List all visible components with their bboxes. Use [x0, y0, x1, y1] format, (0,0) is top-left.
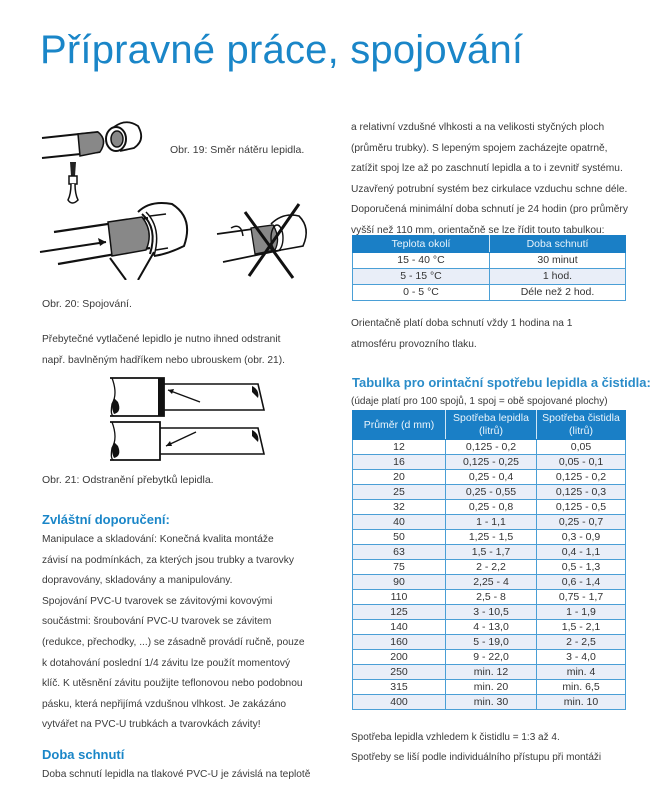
excess-glue-paragraph: Přebytečné vytlačené lepidlo je nutno ihned odstranit např. bavlněným hadříkem nebo ubrouskem (obr. 21). — [42, 334, 285, 366]
consumption-table-subheading: (údaje platí pro 100 spojů, 1 spoj = obě spojované plochy) — [351, 396, 608, 407]
table-row: 140 4 - 13,0 1,5 - 2,1 — [353, 620, 626, 635]
consumption-table — [352, 410, 626, 710]
table-row: 110 2,5 - 8 0,75 - 1,7 — [353, 590, 626, 605]
ratio-note: Spotřeba lepidla vzhledem k čistidlu = 1:3 až 4. — [351, 732, 560, 743]
table-row: 16 0,125 - 0,25 0,05 - 0,1 — [353, 455, 626, 470]
excess-glue-removal-illustration-icon — [108, 376, 268, 464]
special-recommendations-heading: Zvláštní doporučení: — [42, 512, 170, 527]
table-header: Průměr (d mm) — [353, 411, 446, 440]
drying-time-paragraph: Doba schnutí lepidla na tlakové PVC-U je závislá na teplotě — [42, 769, 311, 780]
table-row: 25 0,25 - 0,55 0,125 - 0,3 — [353, 485, 626, 500]
table-row: 315 min. 20 min. 6,5 — [353, 680, 626, 695]
variance-note: Spotřeby se liší podle individuálního přístupu při montáži — [351, 752, 602, 763]
page-title: Přípravné práce, spojování — [40, 28, 524, 72]
figure-19-caption: Obr. 19: Směr nátěru lepidla. — [170, 144, 305, 156]
drying-intro-paragraph: a relativní vzdušné vlhkosti a na velikosti styčných ploch (průměru trubky). S lepeným spojem zacházejte opatrně, zatížit spoj lze až po zaschnutí lepidla a to i zevnitř systému. Uzavřený potrubní systém bez cirkulace vzduchu schne déle. Doporučená minimální doba schnutí je 24 hodin (pro průměry vyšší než 110 mm, orientačně se lze řídit touto tabulkou: — [351, 122, 628, 236]
table-row: 5 - 15 °C 1 hod. — [353, 269, 626, 285]
drying-time-table — [352, 235, 626, 301]
table-row: 90 2,25 - 4 0,6 - 1,4 — [353, 575, 626, 590]
table-row: 250 min. 12 min. 4 — [353, 665, 626, 680]
pressure-paragraph: Orientačně platí doba schnutí vždy 1 hodina na 1 atmosféru provozního tlaku. — [351, 318, 573, 350]
table-row: 32 0,25 - 0,8 0,125 - 0,5 — [353, 500, 626, 515]
table-row: 0 - 5 °C Déle než 2 hod. — [353, 285, 626, 301]
table-row: 20 0,25 - 0,4 0,125 - 0,2 — [353, 470, 626, 485]
table-row: 200 9 - 22,0 3 - 4,0 — [353, 650, 626, 665]
table-row: 12 0,125 - 0,2 0,05 — [353, 440, 626, 455]
figure-20-caption: Obr. 20: Spojování. — [42, 298, 132, 310]
table-row: 160 5 - 19,0 2 - 2,5 — [353, 635, 626, 650]
figure-21-caption: Obr. 21: Odstranění přebytků lepidla. — [42, 474, 214, 486]
table-header: Teplota okolí — [353, 236, 490, 253]
table-row: 63 1,5 - 1,7 0,4 - 1,1 — [353, 545, 626, 560]
special-recommendations-paragraph: Manipulace a skladování: Konečná kvalita montáže závisí na podmínkách, za kterých jsou trubky a tvarovky dopravovány, skladovány a manipulovány. Spojování PVC-U tvarovek se závitovými kovovými součástmi: šroubování PVC-U tvarovek se závitem (redukce, přechodky, ...) se zásadně provádí ručně, pouze k dotahování poslední 1/4 závitu lze použít momentový klíč. K utěsnění závitu použijte teflonovou nebo podobnou pásku, která nepřijímá vzdušnou vlhkost. Je zakázáno vytvářet na PVC-U trubkách a tvarovkách závity! — [42, 534, 305, 731]
drying-time-heading: Doba schnutí — [42, 747, 125, 762]
table-header: Spotřeba čistidla (litrů) — [537, 411, 626, 440]
table-row: 15 - 40 °C 30 minut — [353, 253, 626, 269]
table-header: Spotřeba lepidla (litrů) — [446, 411, 537, 440]
table-row: 125 3 - 10,5 1 - 1,9 — [353, 605, 626, 620]
table-row: 50 1,25 - 1,5 0,3 - 0,9 — [353, 530, 626, 545]
table-row: 75 2 - 2,2 0,5 - 1,3 — [353, 560, 626, 575]
table-row: 40 1 - 1,1 0,25 - 0,7 — [353, 515, 626, 530]
consumption-table-heading: Tabulka pro orintační spotřebu lepidla a čistidla: — [352, 375, 651, 390]
table-row: 400 min. 30 min. 10 — [353, 695, 626, 710]
crossed-out-joining-illustration-icon — [215, 200, 315, 280]
pipe-joining-illustration-icon — [38, 200, 198, 280]
table-header: Doba schnutí — [490, 236, 626, 253]
pipe-brush-illustration-icon — [38, 118, 148, 208]
